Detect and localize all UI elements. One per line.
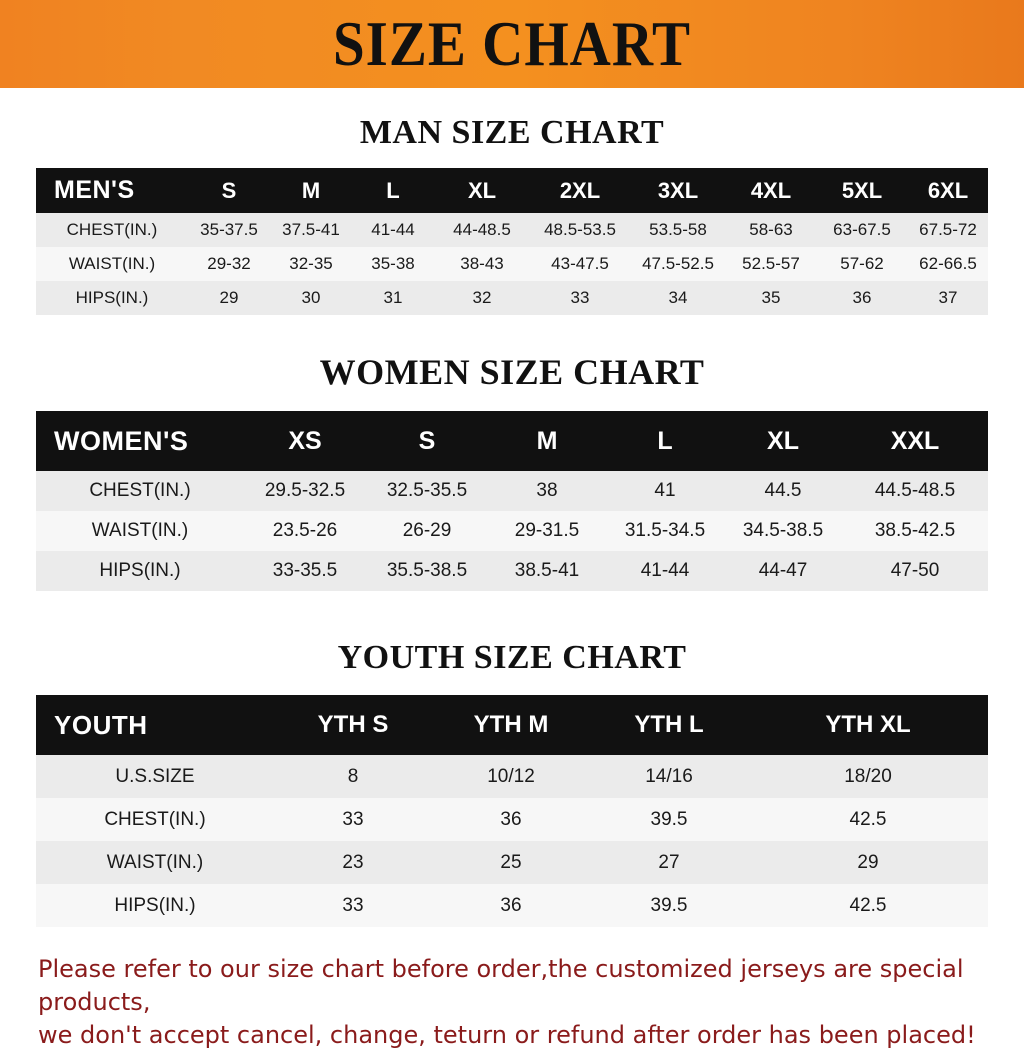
table-cell: 25 <box>432 841 590 884</box>
table-cell: 39.5 <box>590 798 748 841</box>
man-header-cell: S <box>188 168 270 213</box>
table-cell: 26-29 <box>366 511 488 551</box>
policy-note <box>38 953 986 1052</box>
youth-header-cell: YTH XL <box>748 695 988 755</box>
table-row <box>36 755 988 798</box>
row-label: HIPS(IN.) <box>36 884 274 927</box>
table-cell: 48.5-53.5 <box>530 213 630 247</box>
table-cell: 33 <box>530 281 630 315</box>
table-cell: 36 <box>432 884 590 927</box>
table-cell: 32.5-35.5 <box>366 471 488 511</box>
table-cell: 33-35.5 <box>244 551 366 591</box>
table-cell: 38 <box>488 471 606 511</box>
table-cell: 38.5-42.5 <box>842 511 988 551</box>
table-cell: 31 <box>352 281 434 315</box>
table-cell: 32 <box>434 281 530 315</box>
women-header-cell: XS <box>244 411 366 471</box>
row-label: HIPS(IN.) <box>36 281 188 315</box>
table-cell: 34 <box>630 281 726 315</box>
table-cell: 41 <box>606 471 724 511</box>
table-cell: 29-31.5 <box>488 511 606 551</box>
table-cell: 29 <box>748 841 988 884</box>
women-section-title: WOMEN SIZE CHART <box>319 352 705 392</box>
table-cell: 14/16 <box>590 755 748 798</box>
policy-note-line-2: we don't accept cancel, change, teturn or refund after order has been placed! <box>38 1021 976 1050</box>
table-cell: 44.5 <box>724 471 842 511</box>
women-header-cell: XL <box>724 411 842 471</box>
youth-header-cell: YTH S <box>274 695 432 755</box>
table-row <box>36 281 988 315</box>
table-cell: 27 <box>590 841 748 884</box>
row-label: WAIST(IN.) <box>36 841 274 884</box>
women-header-label: WOMEN'S <box>36 411 244 471</box>
row-label: U.S.SIZE <box>36 755 274 798</box>
table-row <box>36 841 988 884</box>
table-row <box>36 551 988 591</box>
man-header-label: MEN'S <box>36 168 188 213</box>
man-header-cell: 5XL <box>816 168 908 213</box>
table-cell: 30 <box>270 281 352 315</box>
man-header-cell: M <box>270 168 352 213</box>
table-cell: 29 <box>188 281 270 315</box>
table-cell: 35-38 <box>352 247 434 281</box>
row-label: CHEST(IN.) <box>36 798 274 841</box>
man-header-cell: 2XL <box>530 168 630 213</box>
women-header-cell: L <box>606 411 724 471</box>
table-cell: 53.5-58 <box>630 213 726 247</box>
table-cell: 44-47 <box>724 551 842 591</box>
women-header-cell: S <box>366 411 488 471</box>
table-header-row <box>36 168 988 213</box>
youth-header-cell: YTH L <box>590 695 748 755</box>
row-label: CHEST(IN.) <box>36 471 244 511</box>
man-section-title: MAN SIZE CHART <box>359 114 665 151</box>
table-cell: 43-47.5 <box>530 247 630 281</box>
table-cell: 57-62 <box>816 247 908 281</box>
youth-header-label: YOUTH <box>36 695 274 755</box>
table-cell: 38.5-41 <box>488 551 606 591</box>
women-header-cell: M <box>488 411 606 471</box>
table-cell: 36 <box>432 798 590 841</box>
man-header-cell: 6XL <box>908 168 988 213</box>
man-header-cell: 4XL <box>726 168 816 213</box>
table-row <box>36 471 988 511</box>
table-cell: 37.5-41 <box>270 213 352 247</box>
table-cell: 63-67.5 <box>816 213 908 247</box>
youth-size-table <box>36 695 988 927</box>
table-cell: 33 <box>274 884 432 927</box>
table-row <box>36 798 988 841</box>
table-cell: 10/12 <box>432 755 590 798</box>
table-cell: 62-66.5 <box>908 247 988 281</box>
table-cell: 23 <box>274 841 432 884</box>
table-cell: 35.5-38.5 <box>366 551 488 591</box>
table-cell: 29.5-32.5 <box>244 471 366 511</box>
row-label: WAIST(IN.) <box>36 247 188 281</box>
table-cell: 29-32 <box>188 247 270 281</box>
table-cell: 41-44 <box>352 213 434 247</box>
row-label: CHEST(IN.) <box>36 213 188 247</box>
table-cell: 8 <box>274 755 432 798</box>
table-cell: 38-43 <box>434 247 530 281</box>
table-cell: 35-37.5 <box>188 213 270 247</box>
man-size-table <box>36 168 988 315</box>
page-title: SIZE CHART <box>332 8 691 80</box>
table-cell: 42.5 <box>748 798 988 841</box>
table-row <box>36 213 988 247</box>
table-cell: 36 <box>816 281 908 315</box>
table-cell: 23.5-26 <box>244 511 366 551</box>
table-header-row <box>36 695 988 755</box>
page-banner <box>0 0 1024 88</box>
youth-section-title: YOUTH SIZE CHART <box>337 639 687 676</box>
table-cell: 31.5-34.5 <box>606 511 724 551</box>
table-row <box>36 511 988 551</box>
table-cell: 34.5-38.5 <box>724 511 842 551</box>
table-cell: 67.5-72 <box>908 213 988 247</box>
man-header-cell: 3XL <box>630 168 726 213</box>
table-cell: 47-50 <box>842 551 988 591</box>
table-cell: 44-48.5 <box>434 213 530 247</box>
table-cell: 41-44 <box>606 551 724 591</box>
women-size-table <box>36 411 988 591</box>
table-cell: 42.5 <box>748 884 988 927</box>
table-cell: 37 <box>908 281 988 315</box>
man-header-cell: XL <box>434 168 530 213</box>
table-cell: 58-63 <box>726 213 816 247</box>
table-cell: 44.5-48.5 <box>842 471 988 511</box>
policy-note-line-1: Please refer to our size chart before order,the customized jerseys are special products, <box>38 955 964 1017</box>
man-header-cell: L <box>352 168 434 213</box>
table-cell: 32-35 <box>270 247 352 281</box>
row-label: HIPS(IN.) <box>36 551 244 591</box>
youth-header-cell: YTH M <box>432 695 590 755</box>
table-cell: 33 <box>274 798 432 841</box>
table-cell: 52.5-57 <box>726 247 816 281</box>
table-header-row <box>36 411 988 471</box>
row-label: WAIST(IN.) <box>36 511 244 551</box>
women-header-cell: XXL <box>842 411 988 471</box>
table-row <box>36 884 988 927</box>
table-row <box>36 247 988 281</box>
table-cell: 39.5 <box>590 884 748 927</box>
table-cell: 18/20 <box>748 755 988 798</box>
table-cell: 35 <box>726 281 816 315</box>
table-cell: 47.5-52.5 <box>630 247 726 281</box>
